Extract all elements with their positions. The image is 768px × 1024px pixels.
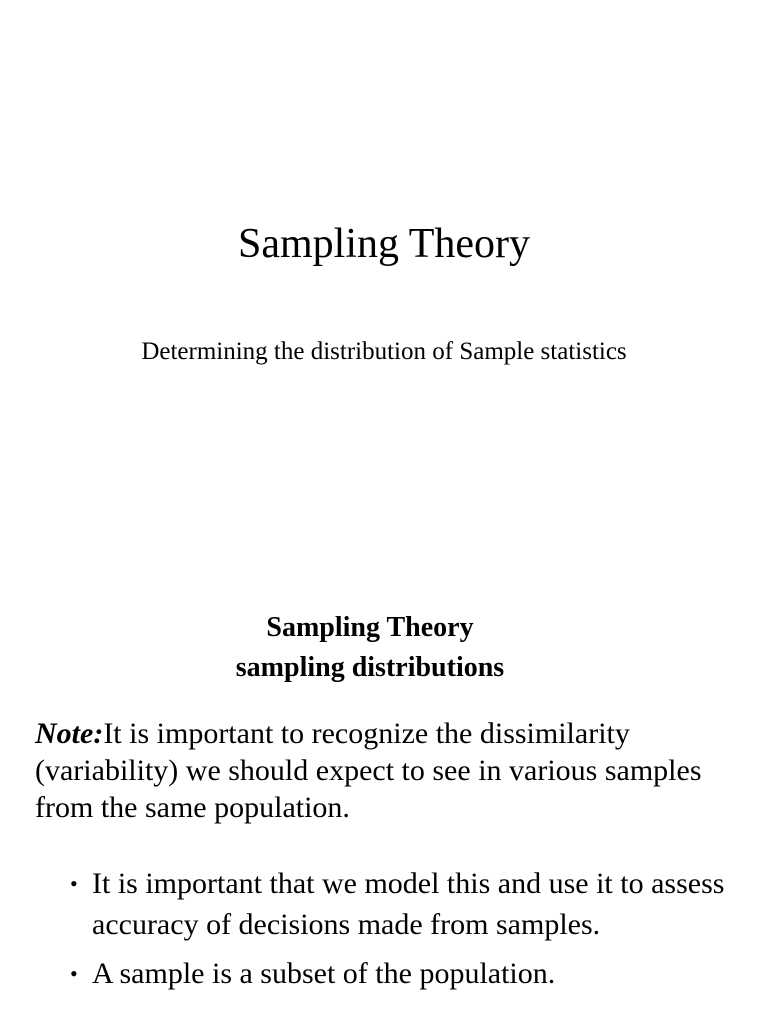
note-text: It is important to recognize the dissimilarity (variability) we should expect to see in various samples from the same population. (35, 717, 702, 824)
bullet-text: A sample is a subset of the population. (92, 957, 556, 990)
heading-line-1: Sampling Theory (266, 612, 474, 643)
bullet-text: It is important that we model this and use it to assess accuracy of decisions made from samples. (92, 867, 725, 941)
slide-subtitle: Determining the distribution of Sample statistics (141, 338, 627, 365)
bullet-item (70, 953, 730, 994)
slide-heading (0, 608, 740, 688)
slide-title: Sampling Theory (237, 221, 531, 267)
bullet-item (70, 863, 730, 945)
bullet-icon: • (70, 961, 78, 986)
note-label: Note: (35, 717, 104, 750)
bullet-list (70, 863, 730, 1002)
heading-line-2: sampling distributions (235, 652, 505, 683)
bullet-icon: • (70, 871, 78, 896)
note-paragraph (35, 715, 735, 826)
